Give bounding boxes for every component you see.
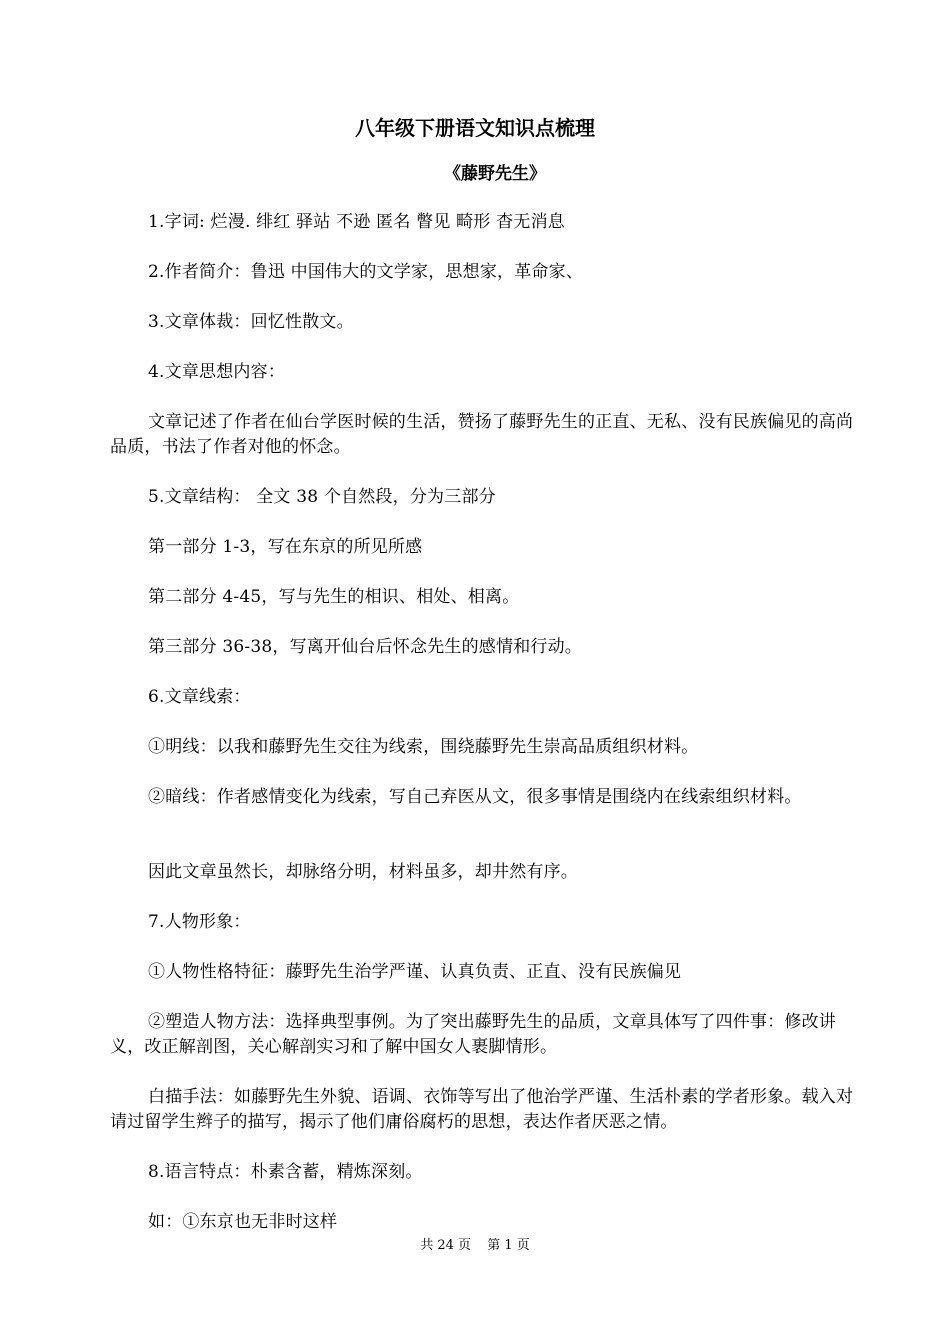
paragraph-genre: 3.文章体裁：回忆性散文。	[148, 312, 354, 332]
paragraph-language: 8.语言特点：朴素含蓄，精炼深刻。	[148, 1162, 423, 1182]
paragraph-part-three: 第三部分 36-38，写离开仙台后怀念先生的感情和行动。	[148, 637, 583, 657]
paragraph-line-drawing: 白描手法：如藤野先生外貌、语调、衣饰等写出了他治学严谨、生活朴素的学者形象。载入对请过留学生辫子的描写，揭示了他们庸俗腐朽的思想，表达作者厌恶之情。	[110, 1087, 854, 1132]
document-subtitle: 《藤野先生》	[444, 164, 546, 184]
paragraph-explicit-clue: ①明线：以我和藤野先生交往为线索，围绕藤野先生崇高品质组织材料。	[148, 737, 699, 757]
paragraph-part-one: 第一部分 1-3，写在东京的所见所感	[148, 537, 423, 557]
paragraph-character-methods: ②塑造人物方法：选择典型事例。为了突出藤野先生的品质，文章具体写了四件事：修改讲义，改正解剖图，关心解剖实习和了解中国女人裹脚情形。	[110, 1012, 836, 1057]
paragraph-author: 2.作者简介：鲁迅 中国伟大的文学家，思想家，革命家、	[148, 262, 584, 282]
page-footer	[0, 1237, 950, 1255]
paragraph-implicit-clue: ②暗线：作者感情变化为线索，写自己弃医从文，很多事情是围绕内在线索组织材料。	[148, 787, 802, 807]
paragraph-theme: 文章记述了作者在仙台学医时候的生活，赞扬了藤野先生的正直、无私、没有民族偏见的高尚品质，书法了作者对他的怀念。	[110, 412, 854, 457]
document-body	[110, 210, 856, 1260]
paragraph-clue-summary: 因此文章虽然长，却脉络分明，材料虽多，却井然有序。	[148, 862, 578, 882]
paragraph-vocabulary: 1.字词: 烂漫. 绯红 驿站 不逊 匿名 瞥见 畸形 杳无消息	[148, 212, 565, 232]
paragraph-clue-heading: 6.文章线索：	[148, 687, 251, 707]
paragraph-theme-heading: 4.文章思想内容：	[148, 362, 286, 382]
current-page: 第 1 页	[487, 1238, 530, 1253]
paragraph-example: 如：①东京也无非时这样	[148, 1212, 338, 1232]
document-title: 八年级下册语文知识点梳理	[355, 116, 595, 140]
paragraph-part-two: 第二部分 4-45，写与先生的相识、相处、相离。	[148, 587, 520, 607]
total-pages: 共 24 页	[420, 1238, 472, 1253]
paragraph-character-heading: 7.人物形象：	[148, 912, 251, 932]
paragraph-structure: 5.文章结构： 全文 38 个自然段，分为三部分	[148, 487, 496, 507]
paragraph-character-traits: ①人物性格特征：藤野先生治学严谨、认真负责、正直、没有民族偏见	[148, 962, 682, 982]
